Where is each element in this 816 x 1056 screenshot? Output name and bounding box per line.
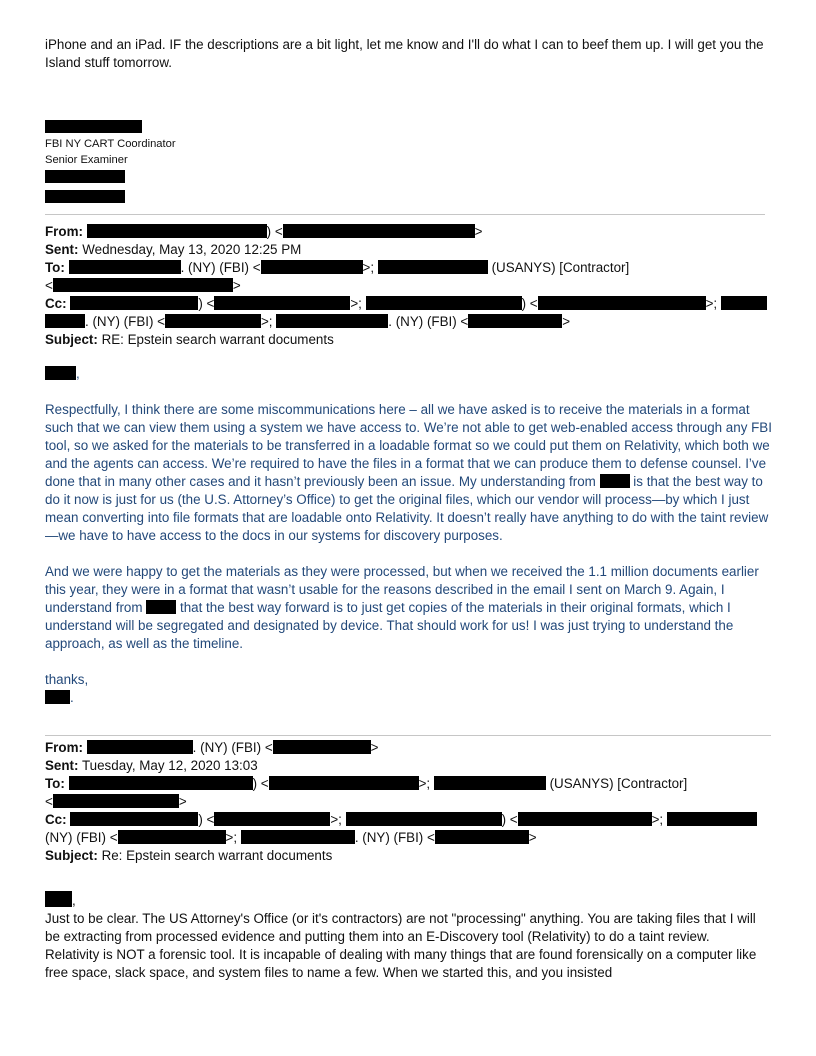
redaction [45, 891, 72, 907]
cc-label: Cc: [45, 812, 67, 827]
signature-role: Senior Examiner [45, 154, 128, 166]
sent-label: Sent: [45, 242, 79, 257]
closing: thanks, [45, 672, 89, 687]
redaction [518, 812, 652, 826]
redaction [70, 296, 198, 310]
redaction [538, 296, 706, 310]
redaction [45, 170, 125, 183]
redaction [146, 600, 176, 614]
redaction [53, 278, 233, 292]
redaction [45, 366, 76, 380]
redaction [87, 740, 193, 754]
subject-value: Re: Epstein search warrant documents [101, 848, 333, 863]
sent-value: Tuesday, May 12, 2020 13:03 [81, 758, 258, 773]
sent-value: Wednesday, May 13, 2020 12:25 PM [82, 242, 302, 257]
redaction [273, 740, 371, 754]
redaction [269, 776, 419, 790]
redaction [87, 224, 267, 238]
body-paragraph: Relativity is NOT a forensic tool. It is incapable of dealing with many things that are found forensically on a computer like free space, slack space, and system files to name a few. When we started this, and you insisted [45, 947, 757, 980]
body-paragraph: And we were happy to get the materials as they were processed, but when we received the 1.1 million documents earlier this year, they were in a format that wasn’t usable for the reasons described in the email I sent on March 9. Again, I understand from that the best way forward is to just get copies of the materials in their original formats, which I understand will be segregated and designated by device. That should work for us! I was just trying to understand the approach, as well as the timeline. [45, 564, 759, 651]
sent-label: Sent: [45, 758, 79, 773]
redaction [45, 190, 125, 203]
redaction [69, 260, 181, 274]
redaction [53, 794, 179, 808]
to-label: To: [45, 260, 65, 275]
top-paragraph: iPhone and an iPad. IF the descriptions are a bit light, let me know and I'll do what I can to beef them up. I will get you the Island stuff tomorrow. [45, 37, 764, 70]
document-page [45, 36, 773, 982]
redaction [69, 776, 253, 790]
redaction [165, 314, 261, 328]
email-body-2: , Just to be clear. The US Attorney's Office (or it's contractors) are not "processing" anything. You are taking files that I will be extracting from processed evidence and putting them into an E-Discovery tool (Relativity) to do a taint review. Relativity is NOT a forensic tool. It is incapable of dealing with many things that are found forensically on a computer like free space, slack space, and system files to name a few. When we started this, and you insisted [45, 891, 773, 982]
to-label: To: [45, 776, 65, 791]
email-header-2: From: . (NY) (FBI) < > Sent: Tuesday, May 12, 2020 13:03 To: ) < >; (USANYS) [Contractor] < > Cc: ) < >; ) < >; (NY) (FBI) < >; . (NY) (FBI) < > Subject: Re: Epstein search warrant documents [45, 739, 773, 865]
redaction [118, 830, 226, 844]
redaction [346, 812, 502, 826]
signature-title: FBI NY CART Coordinator [45, 138, 176, 150]
redaction [434, 776, 546, 790]
redaction [45, 314, 85, 328]
email-header-1: From: ) < > Sent: Wednesday, May 13, 2020 12:25 PM To: . (NY) (FBI) < >; (USANYS) [Contractor] < > Cc: ) < >; ) < >; . (NY) (FBI) < >; . (NY) (FBI) < > Subject: RE: Epstein search warrant documents [45, 223, 773, 349]
from-label: From: [45, 740, 83, 755]
redaction [435, 830, 529, 844]
redaction [721, 296, 767, 310]
redaction [45, 690, 70, 704]
redaction [366, 296, 522, 310]
redaction [241, 830, 355, 844]
subject-value: RE: Epstein search warrant documents [101, 332, 334, 347]
redaction [261, 260, 363, 274]
signature-block [45, 118, 773, 206]
redaction [600, 474, 630, 488]
redaction [468, 314, 562, 328]
redaction [378, 260, 488, 274]
from-label: From: [45, 224, 83, 239]
email-body-1: , Respectfully, I think there are some miscommunications here – all we have asked is to receive the materials in a format such that we can view them using a system we have access to. We’re not able to get web-enabled access through any FBI tool, so we asked for the materials to be transferred in a loadable format so we could put them on Relativity, which both we and the agents can access. We’re required to have the files in a format that we can produce them to defense counsel. I’ve done that in many other cases and it hasn’t previously been an issue. My understanding from is that the best way to do it now is just for us (the U.S. Attorney’s Office) to get the original files, which our vendor will process—by which I just mean converting into file formats that are loadable onto Relativity. It doesn’t really have anything to do with the taint review—we have to have access to the docs in our systems for discovery purposes. And we were happy to get the materials as they were processed, but when we received the 1.1 million documents earlier this year, they were in a format that wasn’t usable for the reasons described in the email I sent on March 9. Again, I understand from that the best way forward is to just get copies of the materials in their original formats, which I understand will be segregated and designated by device. That should work for us! I was just trying to understand the approach, as well as the timeline. thanks, . [45, 366, 772, 705]
redaction [214, 812, 330, 826]
subject-label: Subject: [45, 848, 98, 863]
body-paragraph: Just to be clear. The US Attorney's Office (or it's contractors) are not "processing" anything. You are taking files that I will be extracting from processed evidence and putting them into an E-Discovery tool (Relativity) to do a taint review. [45, 911, 756, 944]
redaction [283, 224, 475, 238]
redaction [45, 120, 142, 133]
cc-label: Cc: [45, 296, 67, 311]
redaction [276, 314, 388, 328]
body-paragraph: Respectfully, I think there are some miscommunications here – all we have asked is to receive the materials in a format such that we can view them using a system we have access to. We’re not able to get web-enabled access through any FBI tool, so we asked for the materials to be transferred in a loadable format so we could put them on Relativity, which both we and the agents can access. We’re required to have the files in a format that we can produce them to defense counsel. I’ve done that in many other cases and it hasn’t previously been an issue. My understanding from is that the best way to do it now is just for us (the U.S. Attorney’s Office) to get the original files, which our vendor will process—by which I just mean converting into file formats that are loadable onto Relativity. It doesn’t really have anything to do with the taint review—we have to have access to the docs in our systems for discovery purposes. [45, 402, 772, 543]
redaction [667, 812, 757, 826]
redaction [214, 296, 350, 310]
subject-label: Subject: [45, 332, 98, 347]
redaction [70, 812, 198, 826]
